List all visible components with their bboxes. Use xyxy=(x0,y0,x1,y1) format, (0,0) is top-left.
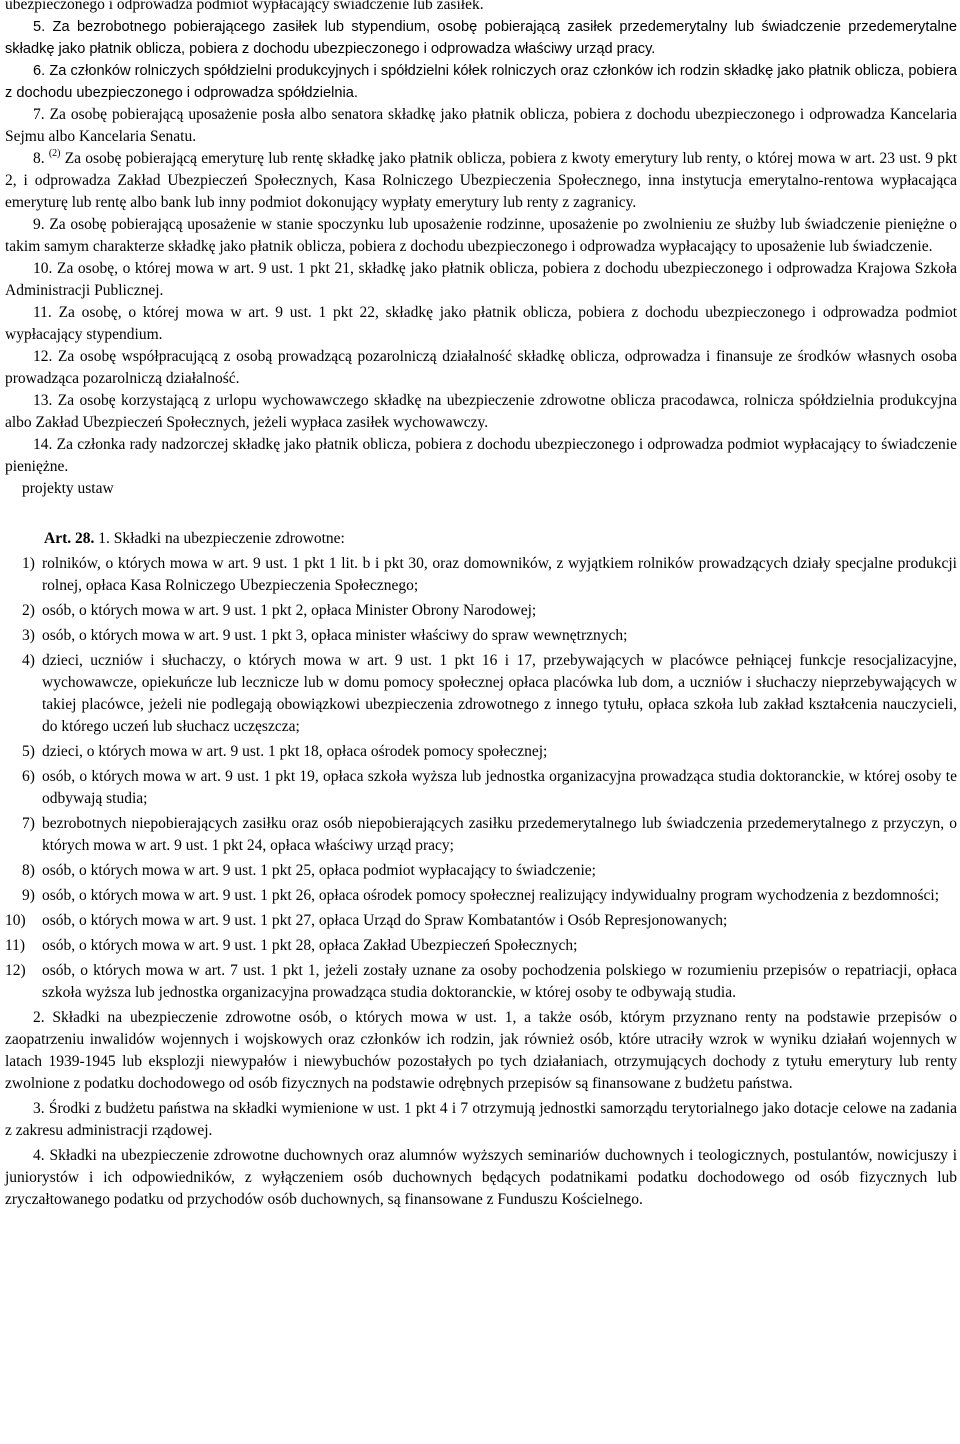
item-text: osób, o których mowa w art. 9 ust. 1 pkt 3, opłaca minister właściwy do spraw wewnętrznych; xyxy=(42,627,628,644)
paragraph-text: Za osobę pobierającą uposażenie w stanie spoczynku lub uposażenie rodzinne, uposażenie po zwolnieniu ze służby lub świadczenie pieniężne o takim samym charakterze składkę jako płatnik oblicza, pobiera z dochodu ubezpieczonego i odprowadza wypłacający to uposażenie lub świadczenie. xyxy=(5,216,957,255)
list-item xyxy=(0,813,960,857)
list-item xyxy=(0,885,960,907)
article-28-paragraph-3: 3. Środki z budżetu państwa na składki wymienione w ust. 1 pkt 4 i 7 otrzymują jednostki samorządu terytorialnego jako dotacje celowe na zadania z zakresu administracji rządowej. xyxy=(5,1100,957,1139)
item-marker: 9) xyxy=(22,887,35,904)
item-text: rolników, o których mowa w art. 9 ust. 1 pkt 1 lit. b i pkt 30, oraz domowników, z wyjątkiem rolników prowadzących działy specjalne produkcji rolnej, opłaca Kasa Rolniczego Ubezpieczenia Społecznego; xyxy=(42,555,957,594)
item-marker: 1) xyxy=(22,555,35,572)
item-marker: 6) xyxy=(22,768,35,785)
item-marker: 2) xyxy=(22,602,35,619)
paragraph-number: 7. xyxy=(33,106,45,123)
list-item xyxy=(0,910,960,932)
paragraph-number: 9. xyxy=(33,216,45,233)
list-item xyxy=(0,766,960,810)
paragraph-number: 14. xyxy=(33,436,53,453)
list-item xyxy=(0,741,960,763)
paragraph-number: 5. xyxy=(33,19,46,35)
article-28-items xyxy=(0,553,960,1004)
list-item xyxy=(0,553,960,597)
paragraph-text: Za osobę pobierającą uposażenie posła albo senatora składkę jako płatnik oblicza, pobiera z dochodu ubezpieczonego i odprowadza Kancelaria Sejmu albo Kancelaria Senatu. xyxy=(5,106,958,145)
article-number: Art. 28. xyxy=(44,530,95,547)
item-text: osób, o których mowa w art. 9 ust. 1 pkt 26, opłaca ośrodek pomocy społecznej realizujący indywidualny program wychodzenia z bezdomności; xyxy=(42,887,940,904)
paragraph-5 xyxy=(0,16,960,60)
item-text: bezrobotnych niepobierających zasiłku oraz osób niepobierających zasiłku przedemerytalnego lub świadczenia przedemerytalnego z przyczyn, o których mowa w art. 9 ust. 1 pkt 24, opłaca właściwy urząd pracy; xyxy=(42,815,957,854)
item-marker: 11) xyxy=(5,937,26,954)
projekty-ustaw-label: projekty ustaw xyxy=(22,480,114,497)
paragraph-text: Za członka rady nadzorczej składkę jako płatnik oblicza, pobiera z dochodu ubezpieczonego i odprowadza podmiot wypłacający to świadczenie pieniężne. xyxy=(5,436,957,475)
item-marker: 8) xyxy=(22,862,35,879)
paragraph-number: 6. xyxy=(33,63,46,79)
paragraph-14 xyxy=(0,434,960,478)
item-text: osób, o których mowa w art. 9 ust. 1 pkt 27, opłaca Urząd do Spraw Kombatantów i Osób Represjonowanych; xyxy=(42,912,728,929)
paragraph-number: 13. xyxy=(33,392,53,409)
item-marker: 3) xyxy=(22,627,35,644)
item-marker: 5) xyxy=(22,743,35,760)
item-text: osób, o których mowa w art. 9 ust. 1 pkt 2, opłaca Minister Obrony Narodowej; xyxy=(42,602,537,619)
paragraph-number: 8. xyxy=(33,150,45,167)
list-item xyxy=(0,650,960,738)
paragraph-text: Za osobę pobierającą emeryturę lub rentę składkę jako płatnik oblicza, pobiera z kwoty emerytury lub renty, o której mowa w art. 23 ust. 9 pkt 2, i odprowadza Zakład Ubezpieczeń Społecznych, Kasa Rolniczego Ubezpieczenia Społecznego, inna instytucja emerytalno-rentowa wypłacająca emeryturę lub rentę albo bank lub inny podmiot dokonujący wypłaty emerytury lub renty z zagranicy. xyxy=(5,150,958,211)
article-28-section xyxy=(0,528,960,1211)
top-fragment: ubezpieczonego i odprowadza podmiot wypłacający świadczenie lub zasiłek. xyxy=(5,0,484,13)
item-text: osób, o których mowa w art. 9 ust. 1 pkt 25, opłaca podmiot wypłacający to świadczenie; xyxy=(42,862,596,879)
paragraph-text: Za bezrobotnego pobierającego zasiłek lub stypendium, osobę pobierającą zasiłek przedemerytalny lub świadczenie przedemerytalne składkę jako płatnik oblicza, pobiera z dochodu ubezpieczonego i odprowadza właściwy urząd pracy. xyxy=(5,19,957,57)
list-item xyxy=(0,935,960,957)
list-item xyxy=(0,860,960,882)
list-item xyxy=(0,625,960,647)
item-text: osób, o których mowa w art. 9 ust. 1 pkt 28, opłaca Zakład Ubezpieczeń Społecznych; xyxy=(42,937,578,954)
paragraph-9 xyxy=(0,214,960,258)
item-text: dzieci, o których mowa w art. 9 ust. 1 pkt 18, opłaca ośrodek pomocy społecznej; xyxy=(42,743,548,760)
item-text: osób, o których mowa w art. 7 ust. 1 pkt 1, jeżeli zostały uznane za osoby pochodzenia polskiego w rozumieniu przepisów o repatriacji, opłaca szkoła wyższa lub jednostka organizacyjna prowadząca studia doktoranckie, w której osoby te odbywają studia. xyxy=(42,962,957,1001)
paragraph-8 xyxy=(0,148,960,214)
paragraph-text: Za osobę, o której mowa w art. 9 ust. 1 pkt 21, składkę jako płatnik oblicza, pobiera z dochodu ubezpieczonego i odprowadza Krajowa Szkoła Administracji Publicznej. xyxy=(5,260,957,299)
paragraph-number: 10. xyxy=(33,260,53,277)
item-marker: 7) xyxy=(22,815,35,832)
paragraph-text: Za członków rolniczych spółdzielni produkcyjnych i spółdzielni kółek rolniczych oraz członków ich rodzin składkę jako płatnik oblicza, pobiera z dochodu ubezpieczonego i odprowadza spółdzielnia. xyxy=(5,63,957,101)
item-marker: 12) xyxy=(5,962,26,979)
paragraph-13 xyxy=(0,390,960,434)
article-28-paragraph-4: 4. Składki na ubezpieczenie zdrowotne duchownych oraz alumnów wyższych seminariów duchownych i teologicznych, postulantów, nowicjuszy i juniorystów i ich odpowiedników, z wyłączeniem osób duchownych będących podatnikami podatku dochodowego od osób fizycznych lub zryczałtowanego podatku od przychodów osób duchownych, są finansowane z Funduszu Kościelnego. xyxy=(5,1147,957,1208)
list-item xyxy=(0,600,960,622)
item-text: osób, o których mowa w art. 9 ust. 1 pkt 19, opłaca szkoła wyższa lub jednostka organizacyjna prowadząca studia doktoranckie, w której osoby te odbywają studia; xyxy=(42,768,957,807)
article-heading xyxy=(0,528,960,550)
paragraph-12 xyxy=(0,346,960,390)
paragraph-number: 11. xyxy=(33,304,52,321)
footnote-marker: (2) xyxy=(48,148,61,159)
paragraph-text: Za osobę korzystającą z urlopu wychowawczego składkę na ubezpieczenie zdrowotne oblicza pracodawca, rolnicza spółdzielnia produkcyjna albo Zakład Ubezpieczeń Społecznych, jeżeli wypłaca zasiłek wychowawczy. xyxy=(5,392,957,431)
item-text: dzieci, uczniów i słuchaczy, o których mowa w art. 9 ust. 1 pkt 16 i 17, przebywających w placówce pełniącej funkcje resocjalizacyjne, wychowawcze, opiekuńcze lub lecznicze lub w domu pomocy społecznej opłaca placówka lub dom, a uczniów i słuchaczy nieprzebywających w takiej placówce, jeżeli nie podlegają obowiązkowi ubezpieczenia zdrowotnego z innego tytułu, opłaca szkoła lub zakład kształcenia nauczycieli, do którego uczeń lub słuchacz uczęszcza; xyxy=(42,652,957,735)
article-28-paragraph-2: 2. Składki na ubezpieczenie zdrowotne osób, o których mowa w ust. 1, a także osób, którym przyznano renty na podstawie przepisów o zaopatrzeniu inwalidów wojennych i wojskowych oraz członków ich rodzin, jak również osób, które utraciły wzrok w wyniku działań wojennych w latach 1939-1945 lub eksplozji niewypałów i niewybuchów pozostałych po tych działaniach, otrzymujących dochody z tytułu emerytury lub renty zwolnione z podatku dochodowego od osób fizycznych na podstawie odrębnych przepisów są finansowane z budżetu państwa. xyxy=(5,1009,957,1092)
article-27-section xyxy=(0,16,960,478)
paragraph-10 xyxy=(0,258,960,302)
item-marker: 10) xyxy=(5,912,26,929)
article-intro: 1. Składki na ubezpieczenie zdrowotne: xyxy=(98,530,345,547)
item-marker: 4) xyxy=(22,652,35,669)
paragraph-number: 12. xyxy=(33,348,53,365)
paragraph-7 xyxy=(0,104,960,148)
list-item xyxy=(0,960,960,1004)
paragraph-text: Za osobę, o której mowa w art. 9 ust. 1 pkt 22, składkę jako płatnik oblicza, pobiera z dochodu ubezpieczonego i odprowadza podmiot wypłacający stypendium. xyxy=(5,304,958,343)
paragraph-text: Za osobę współpracującą z osobą prowadzącą pozarolniczą działalność składkę oblicza, odprowadza i finansuje ze środków własnych osoba prowadząca pozarolniczą działalność. xyxy=(5,348,957,387)
paragraph-11 xyxy=(0,302,960,346)
paragraph-6 xyxy=(0,60,960,104)
